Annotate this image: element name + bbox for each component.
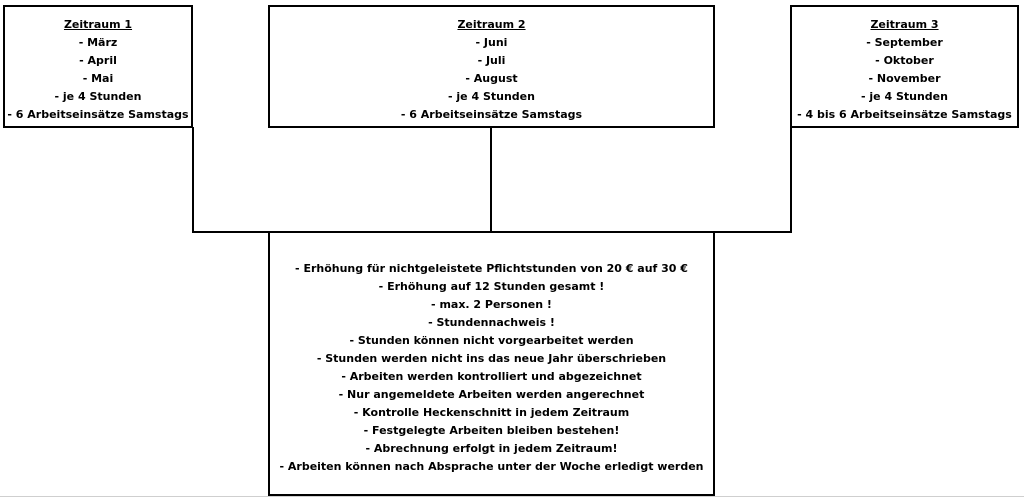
connector-left-vertical [192,127,194,233]
rule-item: - Erhöhung für nichtgeleistete Pflichtstunden von 20 € auf 30 € [295,262,688,275]
rule-item: - Abrechnung erfolgt in jedem Zeitraum! [365,442,618,455]
rule-item: - Nur angemeldete Arbeiten werden angerechnet [338,388,645,401]
rule-item: - Stunden werden nicht ins das neue Jahr überschrieben [316,352,667,365]
rule-item: - Festgelegte Arbeiten bleiben bestehen! [363,424,620,437]
connector-right-vertical [790,127,792,233]
period-item: - je 4 Stunden [54,90,142,103]
period-item: - 6 Arbeitseinsätze Samstags [400,108,583,121]
rule-item: - Stundennachweis ! [428,316,555,329]
period-title: Zeitraum 1 [63,18,133,31]
period-item: - Oktober [875,54,934,67]
bottom-divider [0,496,1024,497]
period-item: - 6 Arbeitseinsätze Samstags [7,108,189,121]
rule-item: - Erhöhung auf 12 Stunden gesamt ! [378,280,605,293]
period-item: - September [866,36,943,49]
period-title: Zeitraum 3 [870,18,939,31]
period-item: - April [79,54,117,67]
period-item: - August [465,72,518,85]
period-item: - 4 bis 6 Arbeitseinsätze Samstags [797,108,1012,121]
period-item: - März [78,36,118,49]
period-item: - Juni [475,36,508,49]
period-box-1 [3,5,193,128]
rule-item: - Arbeiten können nach Absprache unter der Woche erledigt werden [279,460,704,473]
period-title: Zeitraum 2 [457,18,526,31]
period-item: - Mai [82,72,114,85]
period-item: - je 4 Stunden [448,90,535,103]
period-item: - Juli [477,54,506,67]
period-box-2 [268,5,715,128]
period-item: - je 4 Stunden [861,90,948,103]
rule-item: - max. 2 Personen ! [431,298,552,311]
rule-item: - Kontrolle Heckenschnitt in jedem Zeitraum [353,406,630,419]
rule-item: - Stunden können nicht vorgearbeitet werden [349,334,634,347]
rule-item: - Arbeiten werden kontrolliert und abgezeichnet [341,370,642,383]
period-box-3 [790,5,1019,128]
connector-center-vertical [490,127,492,233]
period-item: - November [868,72,941,85]
rules-box [268,231,715,496]
